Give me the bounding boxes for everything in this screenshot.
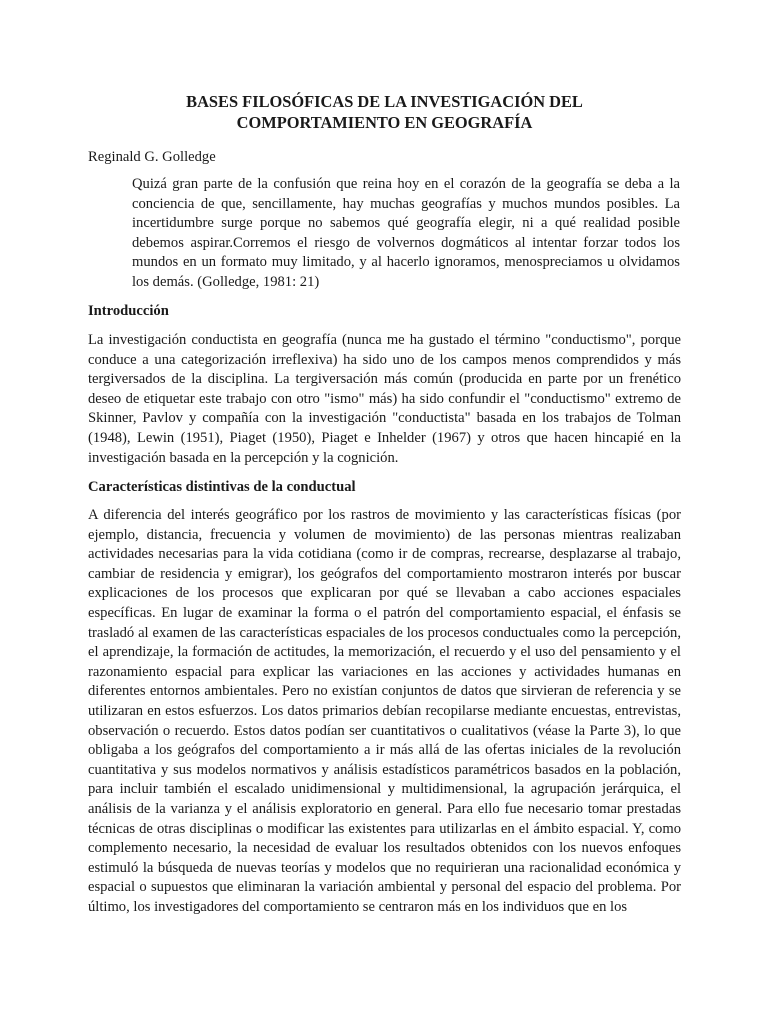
section-heading-introduccion: Introducción bbox=[88, 303, 169, 319]
section-heading-caracteristicas: Características distintivas de la conductual bbox=[88, 479, 356, 495]
epigraph-quote: Quizá gran parte de la confusión que reina hoy en el corazón de la geografía se deba a la conciencia de que, sencillamente, hay muchas geografías y muchos mundos posibles. La incertidumbre surge porque no sabemos qué geografía elegir, ni a qué realidad posible debemos aspirar.Corremos el riesgo de volvernos dogmáticos al intentar forzar todos los mundos en un formato muy limitado, y al hacerlo ignoramos, menospreciamos u olvidamos los demás. (Golledge, 1981: 21) bbox=[132, 176, 680, 290]
title-line-2: COMPORTAMIENTO EN GEOGRAFÍA bbox=[236, 113, 533, 132]
section-paragraph-caracteristicas: A diferencia del interés geográfico por los rastros de movimiento y las características físicas (por ejemplo, distancia, frecuencia y volumen de movimiento) de las personas mientras realizaban actividades necesarias para la vida cotidiana (como ir de compras, recrearse, desplazarse al trabajo, cambiar de residencia y emigrar), los geógrafos del comportamiento mostraron interés por buscar explicaciones de los procesos que explicaran por qué se llevaban a cabo acciones espaciales específicas. En lugar de examinar la forma o el patrón del comportamiento espacial, el énfasis se trasladó al examen de las características espaciales de los procesos conductuales como la percepción, el aprendizaje, la formación de actitudes, la memorización, el recuerdo y el uso del pensamiento y el razonamiento espacial para explicar las variaciones en las acciones y actividades humanas en diferentes entornos ambientales. Pero no existían conjuntos de datos que sirvieran de referencia y se utilizaran en estos esfuerzos. Los datos primarios debían recopilarse mediante encuestas, entrevistas, observación o recuerdo. Estos datos podían ser cuantitativos o cualitativos (véase la Parte 3), lo que obligaba a los geógrafos del comportamiento a ir más allá de las ofertas iniciales de la revolución cuantitativa y sus modelos normativos y análisis estadísticos paramétricos basados en la población, para incluir también el escalado unidimensional y multidimensional, la agrupación jerárquica, el análisis de la varianza y el análisis exploratorio en general. Para ello fue necesario tomar prestadas técnicas de otras disciplinas o modificar las existentes para utilizarlas en el ámbito espacial. Y, como complemento necesario, la necesidad de evaluar los resultados obtenidos con los nuevos enfoques estimuló la búsqueda de nuevas teorías y modelos que no requirieran una racionalidad económica y espacial o supuestos que eliminaran la variación ambiental y personal del espacio del problema. Por último, los investigadores del comportamiento se centraron más en los individuos que en los bbox=[88, 507, 681, 915]
author-name: Reginald G. Golledge bbox=[88, 149, 216, 165]
section-paragraph-introduccion: La investigación conductista en geografía (nunca me ha gustado el término "conductismo", porque conduce a una categorización irreflexiva) ha sido uno de los campos menos comprendidos y más tergiversados de la disciplina. La tergiversación más común (producida en parte por un frenético deseo de etiquetar este trabajo con otro "ismo" más) ha sido confundir el "conductismo" extremo de Skinner, Pavlov y compañía con la investigación "conductista" basada en los trabajos de Tolman (1948), Lewin (1951), Piaget (1950), Piaget e Inhelder (1967) y otros que hacen hincapié en la investigación basada en la percepción y la cognición. bbox=[88, 332, 681, 466]
title-line-1: BASES FILOSÓFICAS DE LA INVESTIGACIÓN DEL bbox=[186, 92, 583, 111]
document-title bbox=[88, 91, 681, 133]
